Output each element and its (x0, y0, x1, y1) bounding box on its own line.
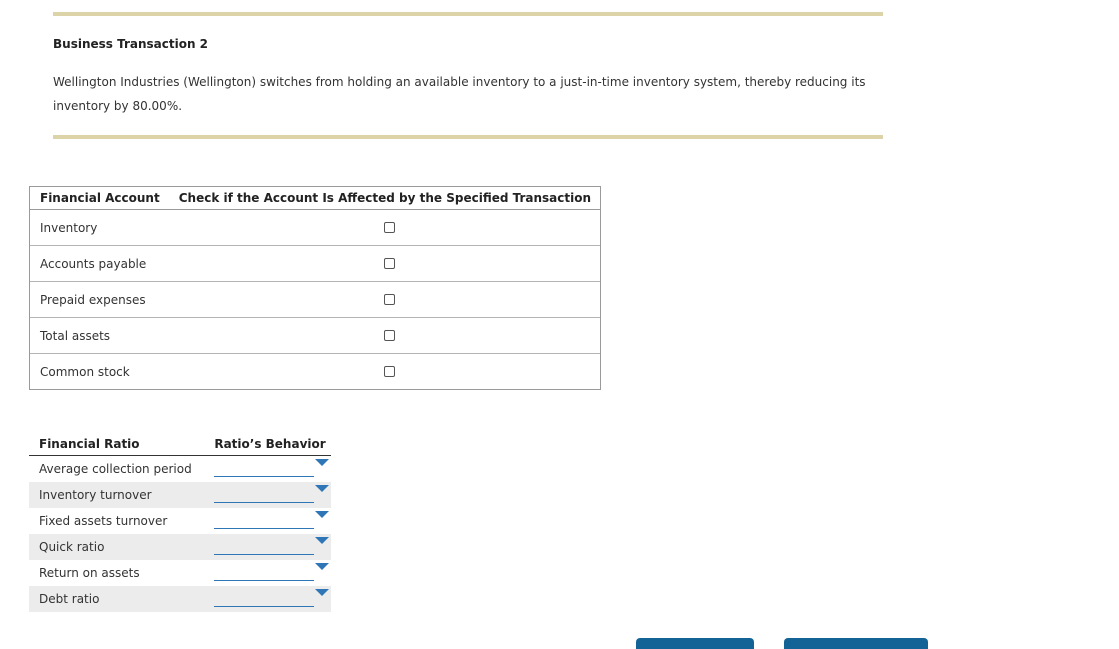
chevron-down-icon[interactable] (315, 459, 329, 466)
table-row (29, 586, 331, 612)
table-row (30, 246, 600, 282)
affected-checkbox[interactable] (384, 366, 395, 377)
chevron-down-icon[interactable] (315, 589, 329, 596)
account-label: Common stock (40, 364, 130, 379)
ratio-label: Return on assets (39, 566, 140, 580)
top-divider (53, 12, 883, 16)
col-ratio-behavior: Ratio’s Behavior (214, 437, 326, 451)
ratio-behavior-dropdown[interactable] (214, 567, 314, 581)
chevron-down-icon[interactable] (315, 511, 329, 518)
transaction-title: Business Transaction 2 (53, 37, 209, 51)
chevron-down-icon[interactable] (315, 563, 329, 570)
table-row (29, 560, 331, 586)
col-financial-account: Financial Account (40, 191, 160, 205)
account-label: Prepaid expenses (40, 292, 146, 307)
affected-checkbox[interactable] (384, 330, 395, 341)
ratio-label: Debt ratio (39, 592, 100, 606)
ratio-behavior-dropdown[interactable] (214, 463, 314, 477)
affected-checkbox[interactable] (384, 294, 395, 305)
account-label: Inventory (40, 220, 98, 235)
affected-checkbox[interactable] (384, 258, 395, 269)
table-row (29, 482, 331, 508)
ratio-behavior-dropdown[interactable] (214, 593, 314, 607)
ratio-label: Inventory turnover (39, 488, 152, 502)
ratio-behavior-dropdown[interactable] (214, 541, 314, 555)
ratio-label: Quick ratio (39, 540, 105, 554)
ratio-behavior-dropdown[interactable] (214, 515, 314, 529)
ratios-table-header (29, 433, 331, 456)
account-label: Accounts payable (40, 256, 147, 271)
table-row (29, 456, 331, 482)
bottom-divider (53, 135, 883, 139)
chevron-down-icon[interactable] (315, 537, 329, 544)
ratio-label: Average collection period (39, 462, 192, 476)
col-financial-ratio: Financial Ratio (39, 437, 140, 451)
accounts-table-header (30, 187, 600, 210)
previous-button[interactable] (636, 638, 754, 649)
col-check-affected: Check if the Account Is Affected by the Specified Transaction (178, 191, 592, 205)
accounts-table (29, 186, 601, 390)
table-row (30, 318, 600, 354)
ratios-table (29, 433, 331, 612)
account-label: Total assets (40, 328, 111, 343)
table-row (29, 534, 331, 560)
table-row (30, 354, 600, 389)
table-row (30, 210, 600, 246)
affected-checkbox[interactable] (384, 222, 395, 233)
table-row (29, 508, 331, 534)
ratio-behavior-dropdown[interactable] (214, 489, 314, 503)
transaction-description: Wellington Industries (Wellington) switches from holding an available inventory to a just-in-time inventory system, thereby reducing its inventory by 80.00%. (53, 75, 866, 113)
chevron-down-icon[interactable] (315, 485, 329, 492)
table-row (30, 282, 600, 318)
ratio-label: Fixed assets turnover (39, 514, 168, 528)
next-button[interactable] (784, 638, 928, 649)
